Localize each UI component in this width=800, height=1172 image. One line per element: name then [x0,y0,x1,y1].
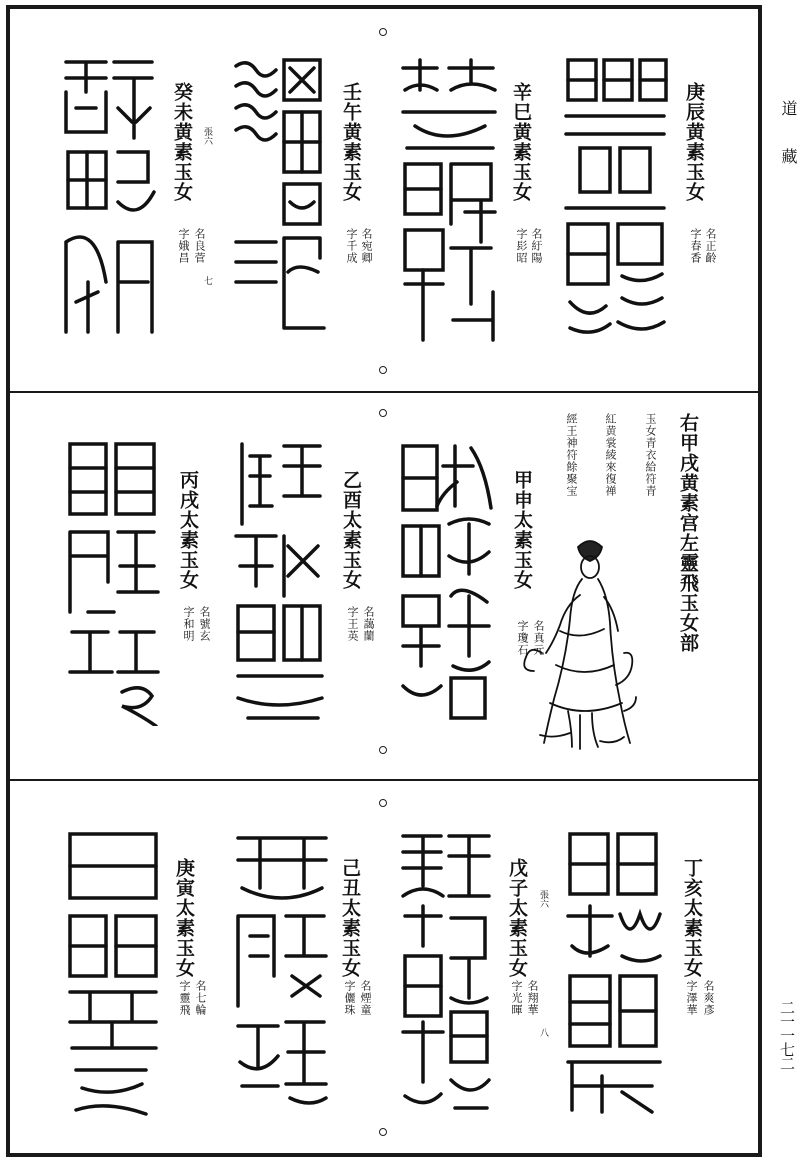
entry-style: 字和明 [182,606,195,642]
binding-hole [379,366,387,374]
entry-name: 名真元 [532,620,545,656]
entry-title: 丁亥太素玉女 [681,858,703,978]
entry-style: 字瓊石 [516,620,529,656]
entry-style: 字王英 [346,606,359,642]
entry-style: 字澤華 [685,980,698,1016]
entry-name: 名七輪 [194,980,207,1016]
entry-title: 庚寅太素玉女 [173,858,195,978]
binding-hole [379,28,387,36]
talisman-seal-script [228,436,328,726]
talisman-seal-script [560,52,670,342]
entry-name: 名正齡 [704,228,717,264]
folio-mark: 八 [538,1028,548,1037]
entry-title: 壬午黄素玉女 [340,82,362,202]
entry-name: 名翔華 [526,980,539,1016]
entry-name: 名良菅 [193,228,206,264]
panel-divider [10,779,758,781]
entry-style: 字儷珠 [343,980,356,1016]
binding-hole [379,746,387,754]
entry-title: 癸未黄素玉女 [171,82,193,202]
entry-style: 字靈飛 [178,980,191,1016]
section-heading: 右甲戌黄素宫左靈飛玉女部 [677,413,699,653]
talisman-seal-script [395,52,500,342]
talisman-seal-script [228,52,328,342]
entry-name: 名煙童 [359,980,372,1016]
entry-title: 己丑太素玉女 [339,858,361,978]
entry-style: 字髟昭 [515,228,528,264]
entry-name: 名藹蘭 [362,606,375,642]
entry-title: 庚辰黄素玉女 [683,82,705,202]
talisman-seal-script [58,52,158,342]
talisman-seal-script [230,826,330,1116]
entry-title: 甲申太素玉女 [511,470,533,590]
binding-hole [379,1128,387,1136]
collection-label: 道 藏 [779,100,798,164]
talisman-seal-script [395,436,495,726]
entry-style: 字春香 [689,228,702,264]
entry-title: 乙酉太素玉女 [340,470,362,590]
talisman-seal-script [395,826,495,1116]
binding-hole [379,799,387,807]
figure-caption: 玉女青衣給符青 [644,413,657,497]
entry-name: 名宛卿 [360,228,373,264]
talisman-seal-script [62,436,162,726]
entry-style: 字光暉 [510,980,523,1016]
entry-name: 名紆陽 [530,228,543,264]
entry-style: 字千成 [345,228,358,264]
entry-title: 辛巳黄素玉女 [510,82,532,202]
printer-mark: 張六 [202,127,212,145]
page-number: 二一一七二 [778,1000,796,1070]
entry-title: 丙戌太素玉女 [177,470,199,590]
talisman-seal-script [562,826,667,1116]
figure-caption: 紅黄裳綾來復禅 [604,413,617,497]
entry-name: 名爽彥 [702,980,715,1016]
entry-name: 名號玄 [198,606,211,642]
entry-style: 字娥昌 [177,228,190,264]
folio-mark: 七 [202,276,212,285]
figure-caption: 經王神符餘聚宝 [565,413,578,497]
panel-divider [10,391,758,393]
talisman-seal-script [62,826,162,1116]
printer-mark: 張六 [538,890,548,908]
binding-hole [379,409,387,417]
entry-title: 戊子太素玉女 [506,858,528,978]
